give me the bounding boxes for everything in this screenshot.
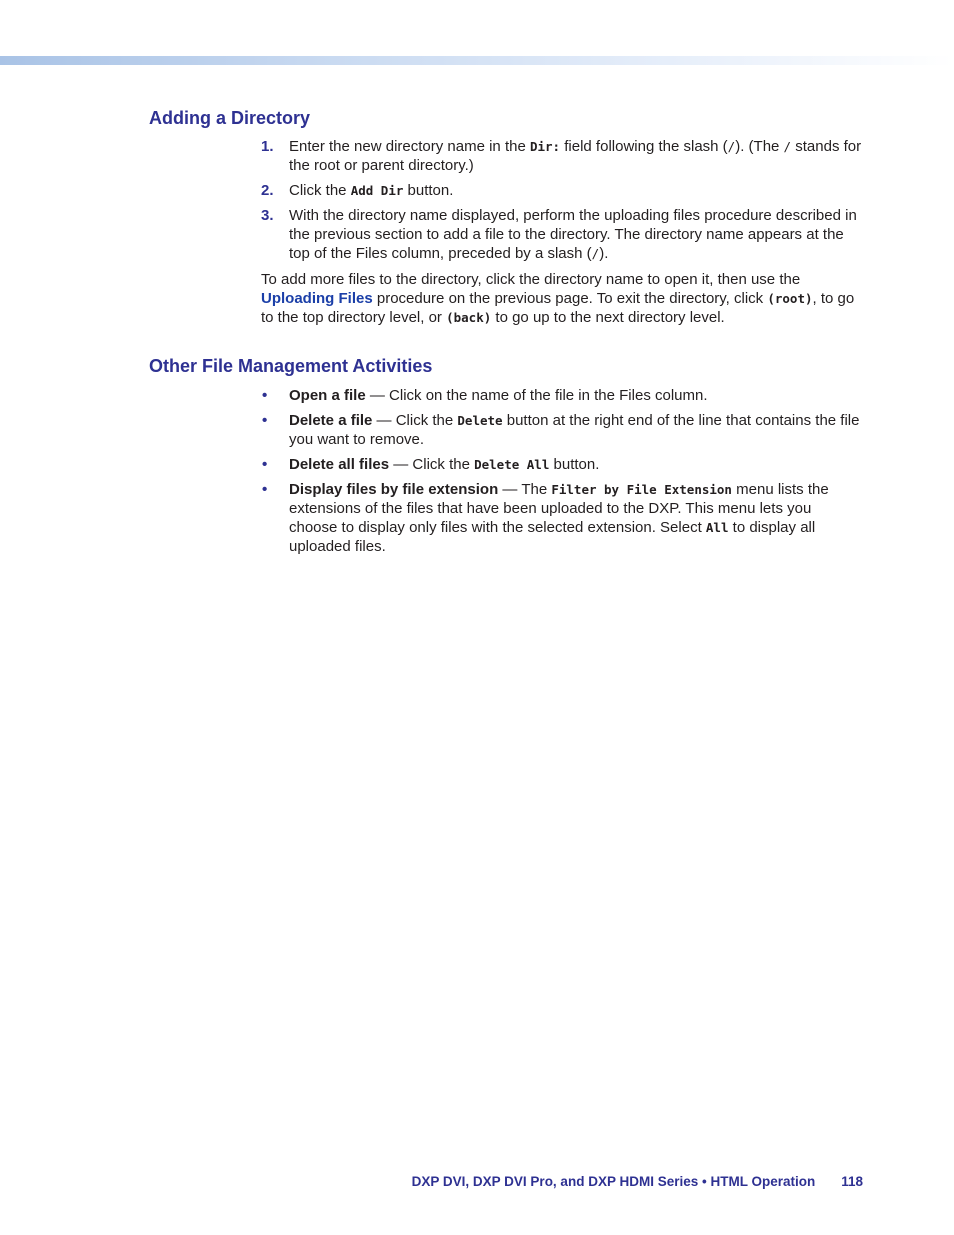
list-item: • Delete all files — Click the Delete All button. xyxy=(262,456,600,473)
section-heading-other-activities: Other File Management Activities xyxy=(149,356,433,376)
list-item: 3. With the directory name displayed, perform the uploading files procedure described in the previous section to add a file to the directory. The directory name appears at the top of the Files column, preceded by a slash (/). xyxy=(261,207,857,262)
bullet-icon: • xyxy=(262,412,268,429)
page-footer xyxy=(412,1174,863,1189)
step-number: 1. xyxy=(261,138,274,155)
steps-list xyxy=(261,137,867,269)
step-number: 3. xyxy=(261,207,274,224)
footer-title: DXP DVI, DXP DVI Pro, and DXP HDMI Series • HTML Operation xyxy=(411,1174,816,1189)
section-heading-adding-directory: Adding a Directory xyxy=(149,108,311,128)
page-number: 118 xyxy=(841,1174,863,1189)
list-item: • Delete a file — Click the Delete button at the right end of the line that contains the file you want to remove. xyxy=(262,412,860,448)
inline-code: All xyxy=(705,520,729,535)
inline-code: Filter by File Extension xyxy=(551,482,732,497)
list-item: 1. Enter the new directory name in the Dir: field following the slash (/). (The / stands for the root or parent directory.) xyxy=(261,138,862,174)
uploading-files-link[interactable]: Uploading Files xyxy=(261,290,373,307)
header-gradient-bar xyxy=(0,56,954,65)
inline-code: Dir: xyxy=(529,139,561,154)
body-paragraph: To add more files to the directory, click the directory name to open it, then use the Uploading Files procedure on the previous page. To exit the directory, click (root), to go to the top directory level, or (back) to go up to the next directory level. xyxy=(261,271,855,326)
bullet-icon: • xyxy=(262,456,268,473)
inline-code: Add Dir xyxy=(350,183,404,198)
bullet-list xyxy=(261,386,867,562)
inline-code: (root) xyxy=(767,291,813,306)
list-item: • Open a file — Click on the name of the file in the Files column. xyxy=(262,387,708,404)
inline-code: Delete All xyxy=(474,457,550,472)
bullet-icon: • xyxy=(262,481,268,498)
bullet-icon: • xyxy=(262,387,268,404)
step-number: 2. xyxy=(261,182,274,199)
inline-code: (back) xyxy=(446,310,492,325)
inline-code: Delete xyxy=(457,413,503,428)
list-item: • Display files by file extension — The Filter by File Extension menu lists the extensions of the files that have been uploaded to the DXP. This menu lets you choose to display only files with the selected extension. Select All to display all uploaded files. xyxy=(262,481,829,555)
list-item: 2. Click the Add Dir button. xyxy=(261,182,454,199)
